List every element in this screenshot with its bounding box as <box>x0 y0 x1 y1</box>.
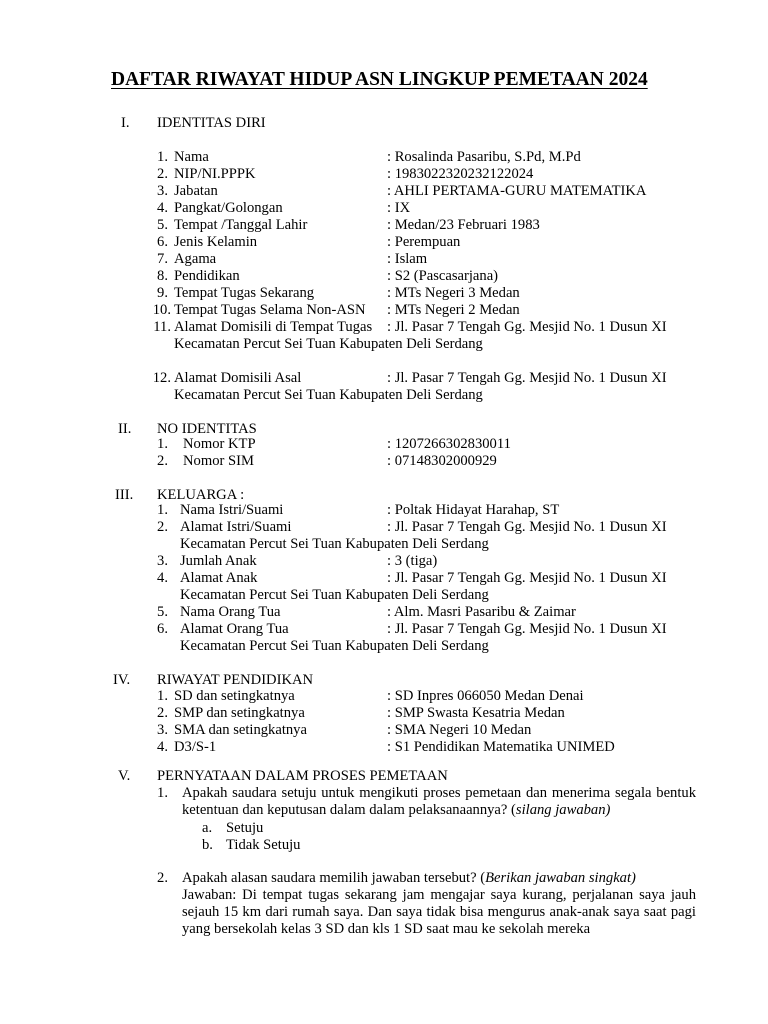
item-value: : SD Inpres 066050 Medan Denai <box>387 688 584 704</box>
item-value: : Jl. Pasar 7 Tengah Gg. Mesjid No. 1 Dusun XI <box>387 519 667 535</box>
item-label: Alamat Anak <box>180 570 258 586</box>
question-number: 2. <box>157 870 168 886</box>
item-value: : Alm. Masri Pasaribu & Zaimar <box>387 604 576 620</box>
item-value: : AHLI PERTAMA-GURU MATEMATIKA <box>387 183 647 199</box>
item-value: : Rosalinda Pasaribu, S.Pd, M.Pd <box>387 149 581 165</box>
item-label: Jenis Kelamin <box>174 234 258 250</box>
section-heading: PERNYATAAN DALAM PROSES PEMETAAN <box>157 768 448 784</box>
question-number: 1. <box>157 785 168 801</box>
item-label: Nomor KTP <box>183 436 256 452</box>
item-number: 2. <box>157 519 168 535</box>
item-value: : S2 (Pascasarjana) <box>387 268 499 284</box>
question-2-text <box>182 870 696 887</box>
item-number: 9. <box>157 285 168 301</box>
item-number: 1. <box>157 502 168 518</box>
option-label: Tidak Setuju <box>226 837 301 853</box>
question-instruction: Berikan jawaban singkat) <box>485 870 636 886</box>
option-letter: b. <box>202 837 213 853</box>
item-number: 2. <box>157 453 168 469</box>
item-value: : Islam <box>387 251 428 267</box>
question-1-text <box>182 785 696 819</box>
item-number: 3. <box>157 183 168 199</box>
item-number: 7. <box>157 251 168 267</box>
item-number: 2. <box>157 705 168 721</box>
item-label: Tempat /Tanggal Lahir <box>174 217 308 233</box>
question-text: Apakah saudara setuju untuk mengikuti proses pemetaan dan menerima segala bentuk ketentuan dan keputusan dalam dalam pelaksanaannya? ( <box>182 785 696 818</box>
item-value: : 1983022320232122024 <box>387 166 534 182</box>
option-setuju[interactable] <box>202 820 264 837</box>
item-label: Tempat Tugas Selama Non-ASN <box>174 302 366 318</box>
question-instruction: silang jawaban) <box>515 802 611 818</box>
item-number: 11. <box>153 319 171 335</box>
item-number: 1. <box>157 149 168 165</box>
answer-paragraph: Jawaban: Di tempat tugas sekarang jam mengajar saya kurang, perjalanan saya jauh sejauh 15 km dari rumah saya. Dan saya tidak bisa mengurus anak-anak saya saat pagi yang bersekolah kelas 3 SD dan kls 1 SD saat mau ke sekolah mereka <box>182 887 696 937</box>
section-number: I. <box>121 115 130 131</box>
item-label: Agama <box>174 251 217 267</box>
item-number: 6. <box>157 234 168 250</box>
option-tidak-setuju[interactable] <box>202 837 301 854</box>
item-value: : 3 (tiga) <box>387 553 438 569</box>
item-label: Alamat Orang Tua <box>180 621 289 637</box>
item-value-continuation: Kecamatan Percut Sei Tuan Kabupaten Deli Serdang <box>180 536 489 552</box>
item-value: : SMP Swasta Kesatria Medan <box>387 705 565 721</box>
item-number: 1. <box>157 688 168 704</box>
item-label: Alamat Domisili Asal <box>174 370 302 386</box>
item-value: : Poltak Hidayat Harahap, ST <box>387 502 560 518</box>
section-heading: KELUARGA : <box>157 487 245 503</box>
item-value: : IX <box>387 200 411 216</box>
item-number: 12. <box>152 370 171 386</box>
item-label: SMA dan setingkatnya <box>174 722 307 738</box>
item-number: 3. <box>157 722 168 738</box>
item-label: Jumlah Anak <box>180 553 257 569</box>
item-number: 4. <box>157 739 168 755</box>
option-label: Setuju <box>226 820 264 836</box>
item-value: : Jl. Pasar 7 Tengah Gg. Mesjid No. 1 Dusun XI <box>387 570 667 586</box>
section-heading: RIWAYAT PENDIDIKAN <box>157 672 314 688</box>
item-label: Alamat Istri/Suami <box>180 519 292 535</box>
item-label: SMP dan setingkatnya <box>174 705 305 721</box>
item-value: : 1207266302830011 <box>387 436 511 452</box>
item-number: 5. <box>157 604 168 620</box>
item-value-continuation: Kecamatan Percut Sei Tuan Kabupaten Deli Serdang <box>180 638 489 654</box>
item-number: 3. <box>157 553 168 569</box>
item-value: : 07148302000929 <box>387 453 497 469</box>
item-number: 1. <box>157 436 168 452</box>
item-value: : MTs Negeri 3 Medan <box>387 285 520 301</box>
item-number: 2. <box>157 166 168 182</box>
item-label: Pangkat/Golongan <box>174 200 283 216</box>
section-heading: IDENTITAS DIRI <box>157 115 266 131</box>
item-number: 4. <box>157 570 168 586</box>
item-value: : MTs Negeri 2 Medan <box>387 302 520 318</box>
item-label: Nomor SIM <box>183 453 254 469</box>
item-label: Pendidikan <box>174 268 240 284</box>
item-label: Nama Orang Tua <box>180 604 281 620</box>
option-letter: a. <box>202 820 213 836</box>
item-label: Alamat Domisili di Tempat Tugas <box>174 319 373 335</box>
section-number: V. <box>118 768 131 784</box>
item-label: Jabatan <box>174 183 218 199</box>
item-value: : Perempuan <box>387 234 461 250</box>
item-value: : Medan/23 Februari 1983 <box>387 217 540 233</box>
item-number: 8. <box>157 268 168 284</box>
item-value-continuation: Kecamatan Percut Sei Tuan Kabupaten Deli Serdang <box>174 336 483 352</box>
section-heading: NO IDENTITAS <box>157 421 257 437</box>
item-label: NIP/NI.PPPK <box>174 166 256 182</box>
section-number: III. <box>115 487 134 503</box>
item-label: Tempat Tugas Sekarang <box>174 285 315 301</box>
item-number: 4. <box>157 200 168 216</box>
item-number: 5. <box>157 217 168 233</box>
section-number: IV. <box>113 672 131 688</box>
item-label: Nama <box>174 149 209 165</box>
item-value: : S1 Pendidikan Matematika UNIMED <box>387 739 615 755</box>
document-title: DAFTAR RIWAYAT HIDUP ASN LINGKUP PEMETAAN 2024 <box>111 69 648 90</box>
item-number: 6. <box>157 621 168 637</box>
item-value: : Jl. Pasar 7 Tengah Gg. Mesjid No. 1 Dusun XI <box>387 621 667 637</box>
question-text: Apakah alasan saudara memilih jawaban tersebut? ( <box>182 870 486 886</box>
item-value: : Jl. Pasar 7 Tengah Gg. Mesjid No. 1 Dusun XI <box>387 370 667 386</box>
item-value: : Jl. Pasar 7 Tengah Gg. Mesjid No. 1 Dusun XI <box>387 319 667 335</box>
item-label: Nama Istri/Suami <box>180 502 284 518</box>
item-number: 10. <box>152 302 171 318</box>
item-label: D3/S-1 <box>174 739 217 755</box>
item-value-continuation: Kecamatan Percut Sei Tuan Kabupaten Deli Serdang <box>174 387 483 403</box>
section-number: II. <box>118 421 132 437</box>
item-value-continuation: Kecamatan Percut Sei Tuan Kabupaten Deli Serdang <box>180 587 489 603</box>
item-value: : SMA Negeri 10 Medan <box>387 722 532 738</box>
item-label: SD dan setingkatnya <box>174 688 295 704</box>
